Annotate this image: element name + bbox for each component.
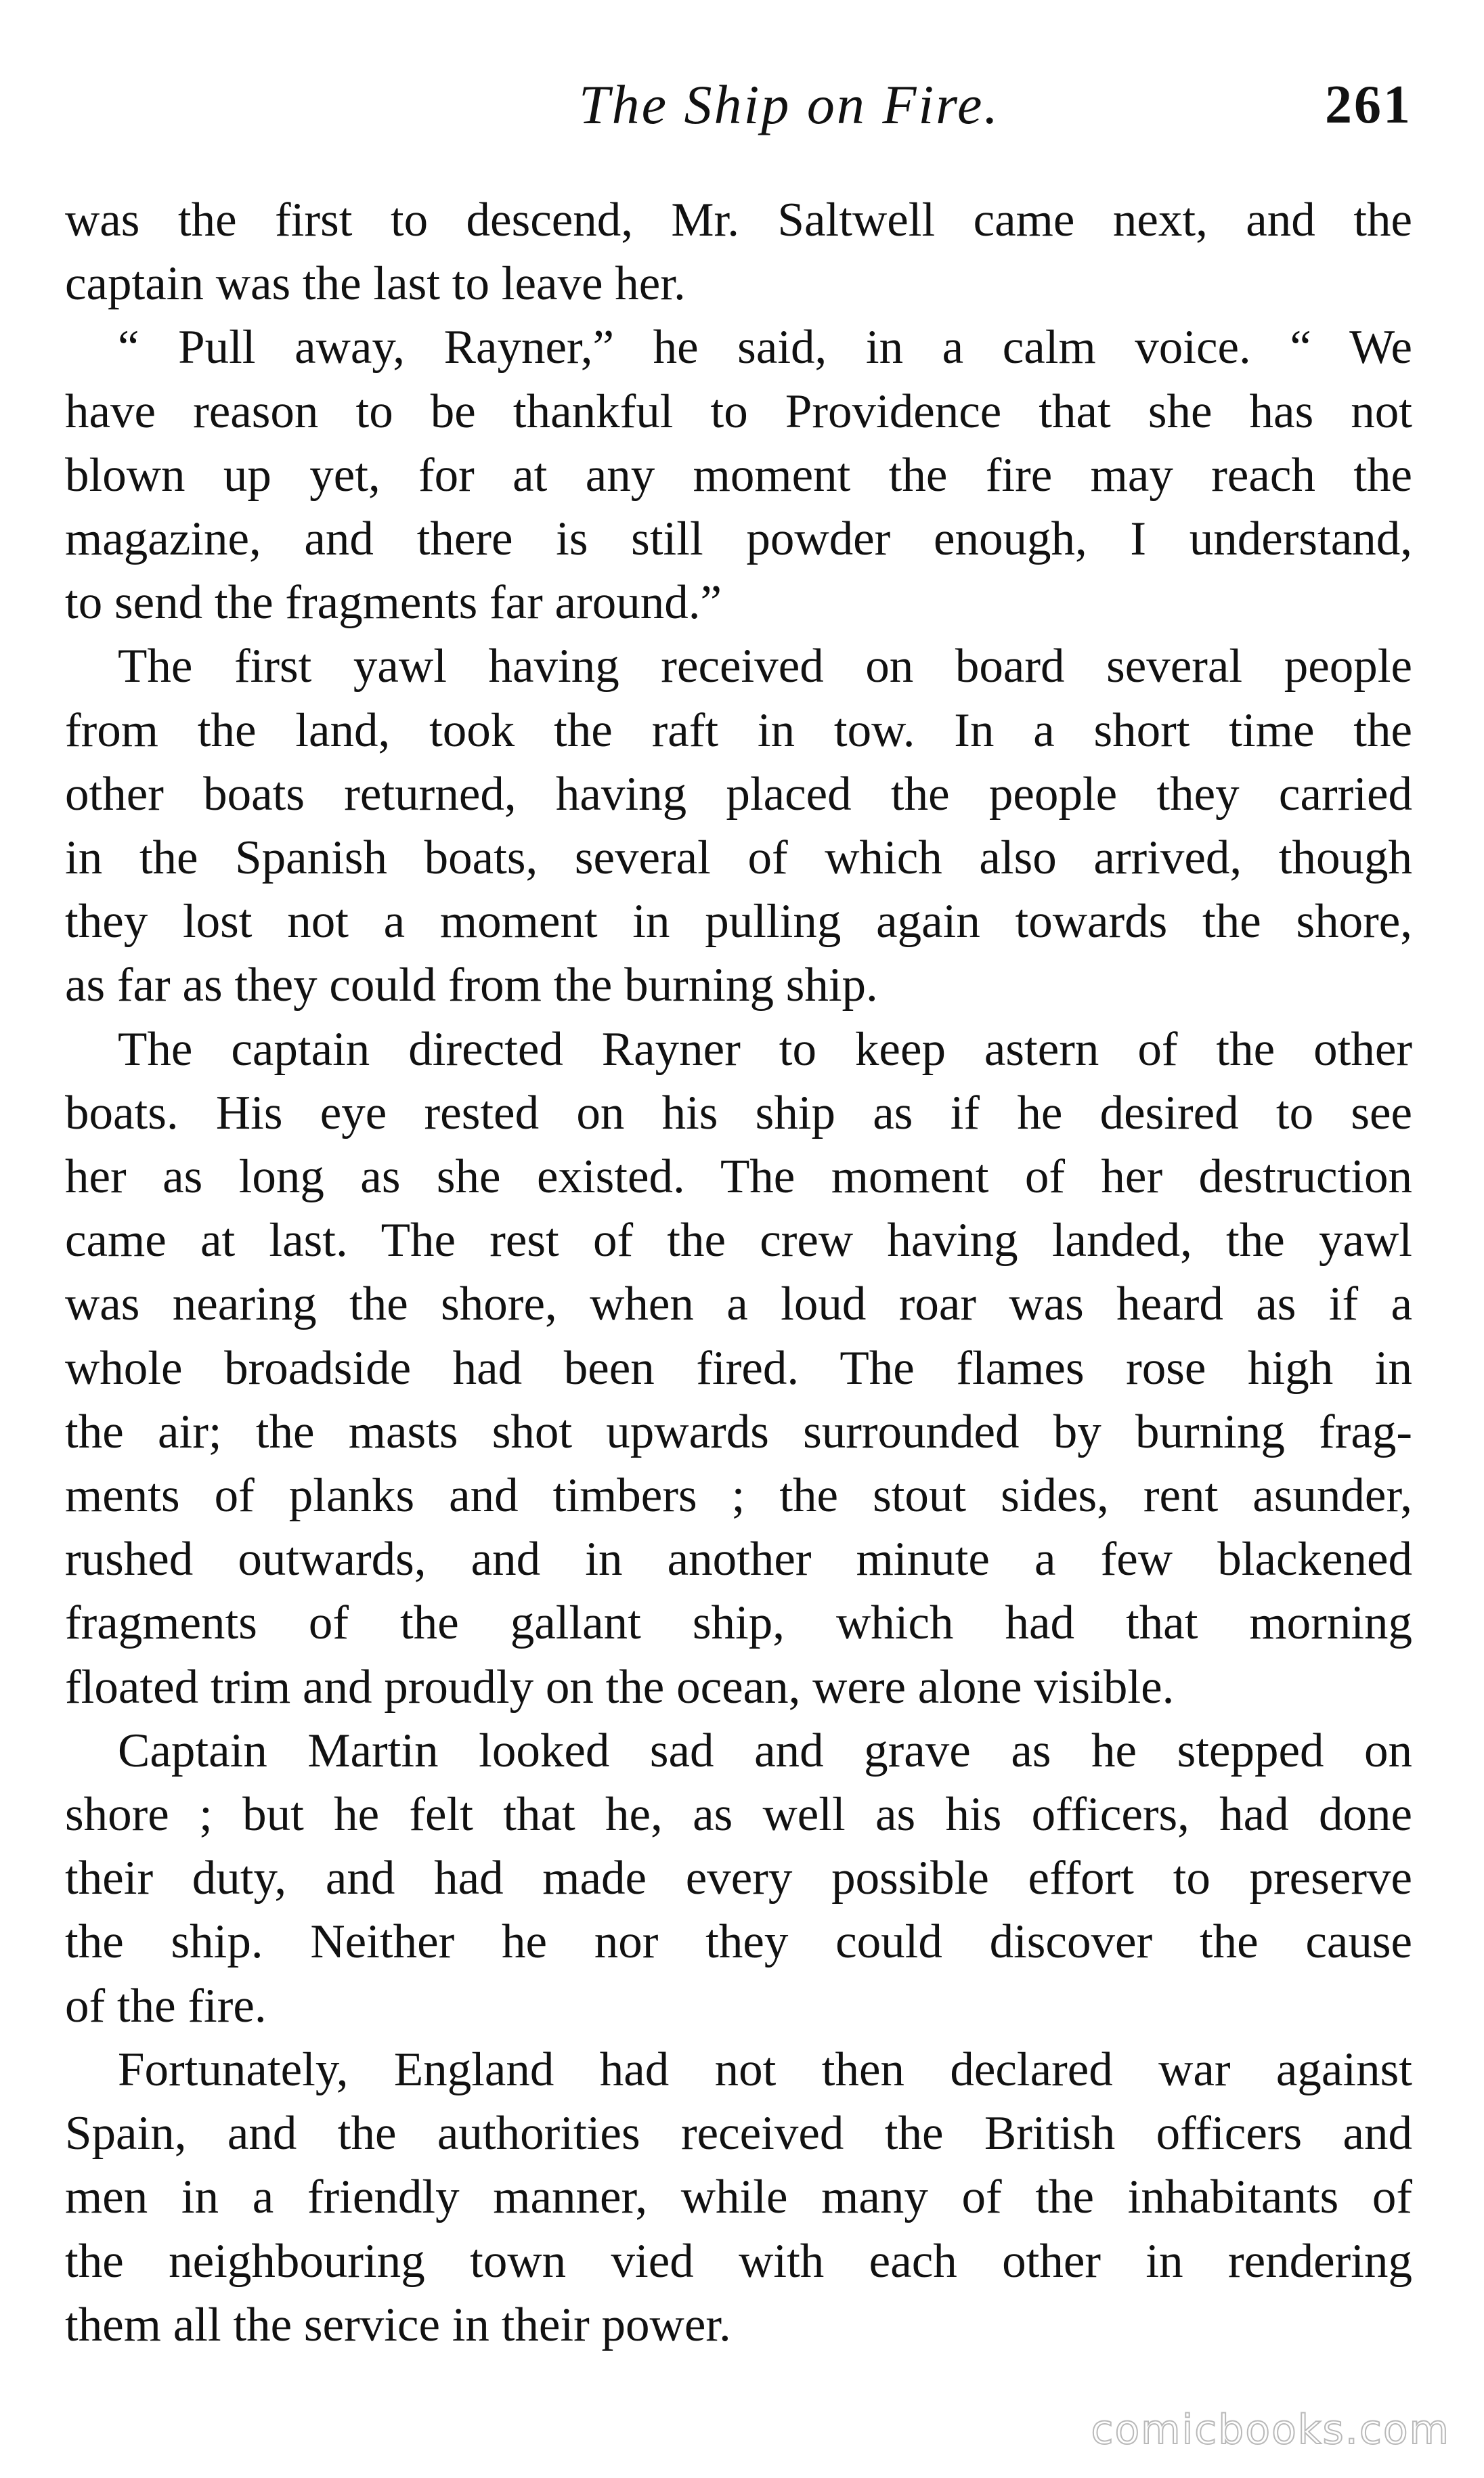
text-line: her as long as she existed. The moment of her destruction bbox=[65, 1150, 1412, 1204]
text-line: Fortunately, England had not then declared war against bbox=[118, 2043, 1412, 2096]
text-line: was nearing the shore, when a loud roar was heard as if a bbox=[65, 1278, 1412, 1331]
text-line: captain was the last to leave her. bbox=[65, 257, 686, 311]
text-line: in the Spanish boats, several of which also arrived, though bbox=[65, 831, 1412, 885]
text-line: “ Pull away, Rayner,” he said, in a calm voice. “ We bbox=[118, 321, 1412, 374]
text-line: to send the fragments far around.” bbox=[65, 576, 722, 630]
text-line: blown up yet, for at any moment the fire may reach the bbox=[65, 448, 1412, 502]
text-line: the air; the masts shot upwards surrounded by burning frag- bbox=[65, 1405, 1412, 1458]
page-number: 261 bbox=[1325, 75, 1412, 135]
text-line: from the land, took the raft in tow. In a short time the bbox=[65, 703, 1412, 757]
text-line: rushed outwards, and in another minute a few blackened bbox=[65, 1533, 1412, 1586]
text-line: fragments of the gallant ship, which had that morning bbox=[65, 1596, 1412, 1650]
text-line: boats. His eye rested on his ship as if he desired to see bbox=[65, 1086, 1412, 1139]
text-line: men in a friendly manner, while many of the inhabitants of bbox=[65, 2171, 1412, 2224]
text-line: magazine, and there is still powder enough, I understand, bbox=[65, 513, 1412, 566]
text-line: of the fire. bbox=[65, 1979, 267, 2033]
text-line: as far as they could from the burning ship. bbox=[65, 959, 878, 1012]
body-text bbox=[65, 188, 1412, 2357]
text-line: floated trim and proudly on the ocean, were alone visible. bbox=[65, 1660, 1175, 1714]
paragraph-2 bbox=[65, 316, 1412, 634]
running-head bbox=[65, 68, 1412, 142]
paragraph-4 bbox=[65, 1018, 1412, 1719]
text-line: was the first to descend, Mr. Saltwell came next, and the bbox=[65, 194, 1412, 246]
text-line: the ship. Neither he nor they could discover the cause bbox=[65, 1915, 1412, 1969]
text-line: shore ; but he felt that he, as well as his officers, had done bbox=[65, 1788, 1412, 1842]
text-line: they lost not a moment in pulling again towards the shore, bbox=[65, 895, 1412, 949]
text-line: their duty, and had made every possible effort to preserve bbox=[65, 1852, 1412, 1905]
text-line: The captain directed Rayner to keep astern of the other bbox=[118, 1022, 1412, 1076]
watermark: comicbooks.com bbox=[1091, 2406, 1450, 2454]
running-title: The Ship on Fire. bbox=[579, 74, 1000, 135]
text-line: whole broadside had been fired. The flames rose high in bbox=[65, 1341, 1412, 1395]
text-line: them all the service in their power. bbox=[65, 2298, 731, 2351]
paragraph-6 bbox=[65, 2038, 1412, 2357]
text-line: came at last. The rest of the crew having landed, the yawl bbox=[65, 1214, 1412, 1267]
text-line: Captain Martin looked sad and grave as he stepped on bbox=[118, 1724, 1412, 1777]
paragraph-3 bbox=[65, 634, 1412, 1017]
text-line: ments of planks and timbers ; the stout sides, rent asunder, bbox=[65, 1469, 1412, 1523]
text-line: have reason to be thankful to Providence that she has not bbox=[65, 385, 1412, 438]
text-line: other boats returned, having placed the people they carried bbox=[65, 767, 1412, 821]
text-line: the neighbouring town vied with each other in rendering bbox=[65, 2234, 1412, 2288]
text-line: The first yawl having received on board several people bbox=[118, 640, 1412, 693]
text-line: Spain, and the authorities received the British officers and bbox=[65, 2107, 1412, 2160]
paragraph-1 bbox=[65, 188, 1412, 316]
paragraph-5 bbox=[65, 1719, 1412, 2038]
